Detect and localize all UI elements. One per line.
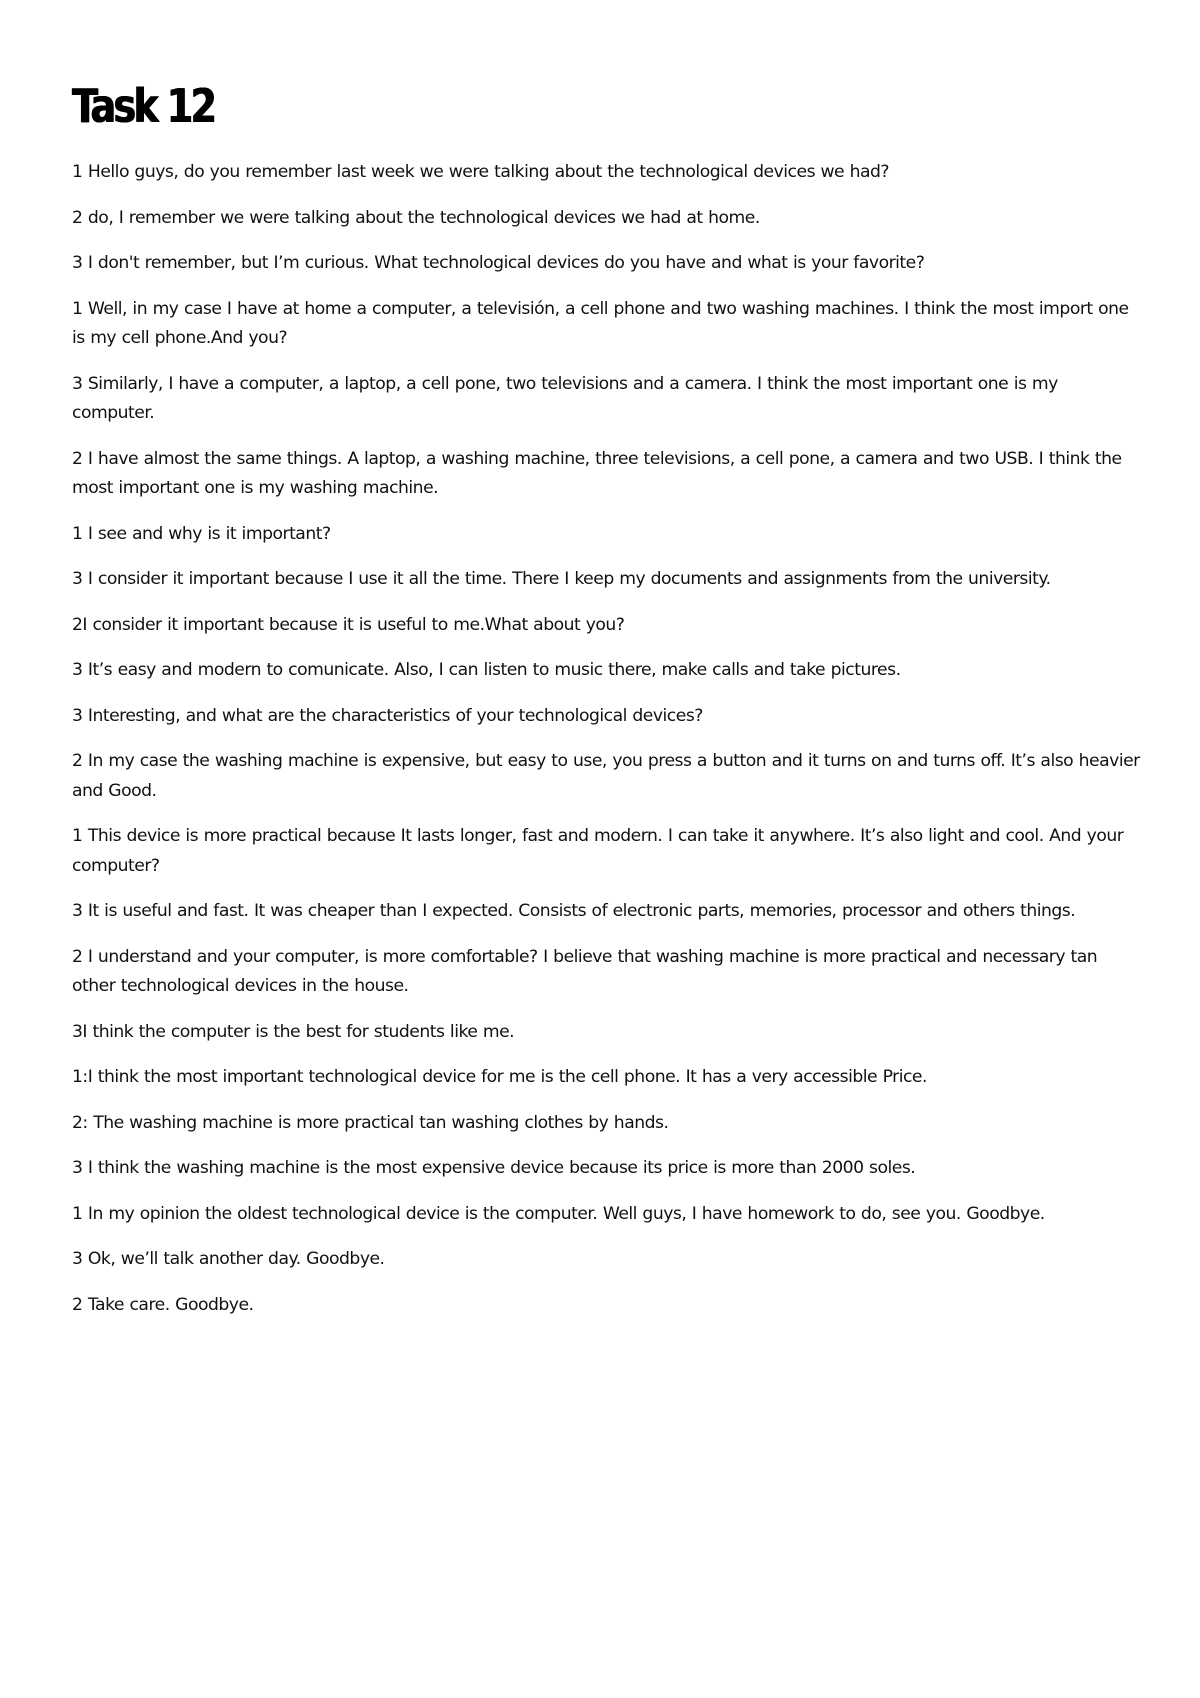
dialogue-line: 2: The washing machine is more practical tan washing clothes by hands.	[72, 1112, 669, 1133]
dialogue-line: 1 This device is more practical because It lasts longer, fast and modern. I can take it anywhere. It’s also light and cool. And your computer?	[72, 826, 1124, 876]
dialogue-line: 1:I think the most important technological device for me is the cell phone. It has a very accessible Price.	[72, 1067, 927, 1087]
dialogue-line: 3 It’s easy and modern to comunicate. Also, I can listen to music there, make calls and take pictures.	[72, 660, 901, 680]
dialogue-line: 1 In my opinion the oldest technological device is the computer. Well guys, I have homework to do, see you. Goodbye.	[72, 1203, 1045, 1224]
dialogue-line: 1 Hello guys, do you remember last week we were talking about the technological devices we had?	[72, 162, 890, 182]
dialogue-line: 3 I think the washing machine is the most expensive device because its price is more than 2000 soles.	[72, 1158, 916, 1178]
dialogue-body	[72, 158, 1142, 1336]
dialogue-line: 2 I understand and your computer, is more comfortable? I believe that washing machine is more practical and necessary tan other technological devices in the house.	[72, 946, 1098, 996]
dialogue-line: 3 Interesting, and what are the characteristics of your technological devices?	[72, 705, 703, 726]
dialogue-line: 1 Well, in my case I have at home a computer, a televisión, a cell phone and two washing machines. I think the most import one is my cell phone.And you?	[72, 298, 1129, 348]
dialogue-line: 3 Similarly, I have a computer, a laptop, a cell pone, two televisions and a camera. I think the most important one is my computer.	[72, 373, 1058, 423]
dialogue-line: 2 I have almost the same things. A laptop, a washing machine, three televisions, a cell pone, a camera and two USB. I think the most important one is my washing machine.	[72, 448, 1122, 498]
dialogue-line: 1 I see and why is it important?	[72, 523, 331, 544]
dialogue-line: 2 do, I remember we were talking about the technological devices we had at home.	[72, 207, 760, 228]
dialogue-line: 3 I consider it important because I use it all the time. There I keep my documents and assignments from the university.	[72, 569, 1051, 589]
dialogue-line: 3I think the computer is the best for students like me.	[72, 1021, 515, 1042]
dialogue-line: 2 Take care. Goodbye.	[72, 1294, 254, 1315]
page-title: Task 12	[72, 79, 215, 133]
dialogue-line: 2I consider it important because it is useful to me.What about you?	[72, 614, 625, 635]
dialogue-line: 3 It is useful and fast. It was cheaper than I expected. Consists of electronic parts, memories, processor and others things.	[72, 901, 1076, 921]
dialogue-line: 3 I don't remember, but I’m curious. What technological devices do you have and what is your favorite?	[72, 253, 925, 273]
dialogue-line: 2 In my case the washing machine is expensive, but easy to use, you press a button and it turns on and turns off. It’s also heavier and Good.	[72, 751, 1140, 801]
dialogue-line: 3 Ok, we’ll talk another day. Goodbye.	[72, 1249, 385, 1269]
